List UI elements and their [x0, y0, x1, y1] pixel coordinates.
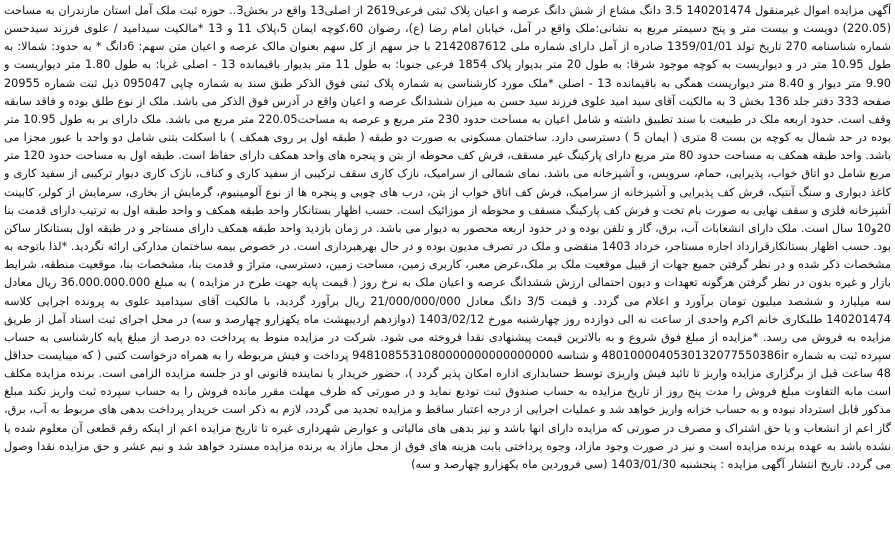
auction-notice-body — [4, 2, 891, 549]
auction-notice-text: آگهی مزایده اموال غیرمنقول 140201474 3.5 دانگ مشاع از شش دانگ عرصه و اعیان پلاک ثبتی فرعی2619 از اصلی13 واقع در بخش3.. حوزه ثبت ملک آمل استان مازندران به مساحت (220.05) دویست و بیست متر و پنج دسیمتر مربع به نشانی:ملک واقع در آمل، خیابان امام رضا (ع)، رضوان 60،کوچه ایمان 5،پلاک 11 و 13 *مالکیت سیدامید / علوی فرزند سیدحسن شماره شناسنامه 270 تاریخ تولد 1359/01/01 صادره از آمل دارای شماره ملی 2142087612 با جز سهم از کل سهم بعنوان مالک عرصه و اعیان متن سهم: 6دانگ * به حدود: شمالا: به طول 10.95 متر در و دیواریست به کوچه موجود شرقا: به طول 20 متر بدیوار پلاک 1854 فرعی جنوبا: به طول 11 متر بدیوار باقیمانده 13 - اصلی غربا: به طول 1.80 متر دیواریست و 9.90 متر دیوار و 8.40 متر دیواریست همگی به باقیمانده 13 - اصلی *ملک مورد کارشناسی به شماره پلاک ثبتی فوق الذکر طبق سند به شماره چاپی 095047 ذیل ثبت شماره 20955 صفحه 333 دفتر جلد 136 بخش 3 به مالکیت آقای سید امید علوی فرزند سید حسن به میزان ششدانگ عرصه و اعیان واقع در آدرس فوق الذکر می باشد. ملک از نوع طلق بوده و فاقد سابقه وقف است. حدود اربعه ملک در طبیعت با سند تطبیق داشته و شامل اعیان به مساحت حدود 230 متر مربع و عرصه به مساحت220.05 متر مربع می باشد. ملک دارای بر به طول 10.95 متر بوده در حد شمال به کوچه بن بست 8 متری ( ایمان 5 ) دسترسی دارد. ساختمان مسکونی به صورت دو طبقه ( طبقه اول بر روی همکف ) با اسکلت بتنی شامل دو واحد با عبور مجزا می باشد. واحد طبقه همکف به مساحت حدود 80 متر مربع دارای پارکینگ غیر مسقف، فرش کف محوطه از بتن و پنجره های واحد همکف دارای حفاظ است. طبقه اول به مساحت حدود 120 متر مربع شامل دو اتاق خواب، پذیرایی، حمام، سرویس، و آشپزخانه می باشد. نمای شمالی از سرامیک، نازک کاری سقف ترکیبی از سفید کاری و کناف، نازک کاری دیوار ترکیبی از سفید کاری و کاغذ دیواری و سنگ آنتیک، فرش کف پذیرایی و آشپزخانه از سرامیک، فرش کف اتاق خواب از بتن، درب های چوبی و پنجره ها از نوع آلومینیوم، گرمایش از بخاری، سرمایش از کولر، کابینت آشپزخانه فلزی و سقف نهایی به صورت بام تخت و فرش کف پارکینگ مسقف و محوطه از موزائیک است. حسب اظهار بستانکار واحد طبقه همکف و واحد طبقه اول به ترتیب دارای قدمت بنا 20و10 سال است. ملک دارای انشعابات آب، برق، گاز و تلفن بوده و در حدود اربعه محصور به دیوار می باشد. در زمان بازدید واحد طبقه همکف دارای مستاجر و در طبقه اول بستانکار ساکن بود. حسب اظهار بستانکارقرارداد اجاره مستاجر، خرداد 1403 منقضی و ملک در تصرف مدیون بوده و در حال بهرهبرداری است. در خصوص بیمه ساختمان مدارکی ارائه نگردید. *لذا باتوجه به مشخصات ذکر شده و در نظر گرفتن جمیع جهات از قبیل موقعیت ملک بر ملک،عرض معبر، کاربری زمین، مساحت زمین، دسترسی، متراژ و قدمت بنا، مشخصات بنا، موقعیت منطقه، شرایط بازار و غیره بدون در نظر گرفتن هرگونه تعهدات و دیون احتمالی ارزش ششدانگ عرصه و اعیان ملک به نرخ روز ( قیمت پایه جهت طرح در مزایده ) به مبلغ 36.000.000.000 ریال معادل سه میلیارد و ششصد میلیون تومان برآورد و اعلام می گردد. و قیمت 3/5 دانگ معادل 21/000/000/000 ریال برآورد گردید، با مالکیت آقای سیدامید علوی به پرونده اجرایی کلاسه 140201474 طلبکاری خانم اکرم واحدی از ساعت نه الی دوازده روز چهارشنبه مورخ 1403/02/12 (دوازدهم اردیبهشت ماه یکهزارو چهارصد و سه) در محل اجرای ثبت اسناد آمل از طریق مزایده به فروش می رسد. *مزایده از مبلغ فوق شروع و به بالاترین قیمت پیشنهادی نقدا فروخته می شود. شرکت در مزایده منوط به پرداخت ده درصد از مبلغ پایه کارشناسی به حساب سپرده ثبت به شماره 4801000040530132077550386ir و شناسه 9481085531080000000000000000 پرداخت و فیش مربوطه را به همراه درخواست کتبی ( که میبایست حداقل 48 ساعت قبل از برگزاری مزایده واریز تا تائید فیش واریزی توسط حسابداری اداره امکان پذیر گردد )، حضور خریدار یا نماینده قانونی او در جلسه مزایده الزامی است. برنده مزایده مکلف است مابه التفاوت مبلغ فروش را مدت پنج روز از تاریخ مزایده به حساب صندوق ثبت تودیع نماید و در صورتی که ظرف مهلت مقرر مانده فروش را به حساب سپرده ثبت واریز نکند مبلغ مذکور قابل استرداد نبوده و به حساب خزانه واریز خواهد شد و عملیات اجرایی از درجه اعتبار ساقط و مزایده تجدید می گردد، لازم به ذکر است خریدار پرداخت بدهی های مربوط به آب، برق، گاز اعم از انشعاب و یا حق اشتراک و مصرف در صورتی که مزایده دارای انها باشد و نیز بدهی های مالیاتی و عوارض شهرداری غیره تا تاریخ مزایده اعم از اینکه رقم قطعی آن معلوم شده یا نشده باشد به عهده برنده مزایده است و نیز در صورت وجود مازاد، وجوه پرداختی بابت هزینه های فوق از محل مازاد به برنده مزایده مسترد خواهد شد و نیم عشر و حق مزایده نقدا وصول می گردد. تاریخ انتشار آگهی مزایده : پنجشنبه 1403/01/30 (سی فروردین ماه یکهزارو چهارصد و سه) — [4, 4, 891, 471]
